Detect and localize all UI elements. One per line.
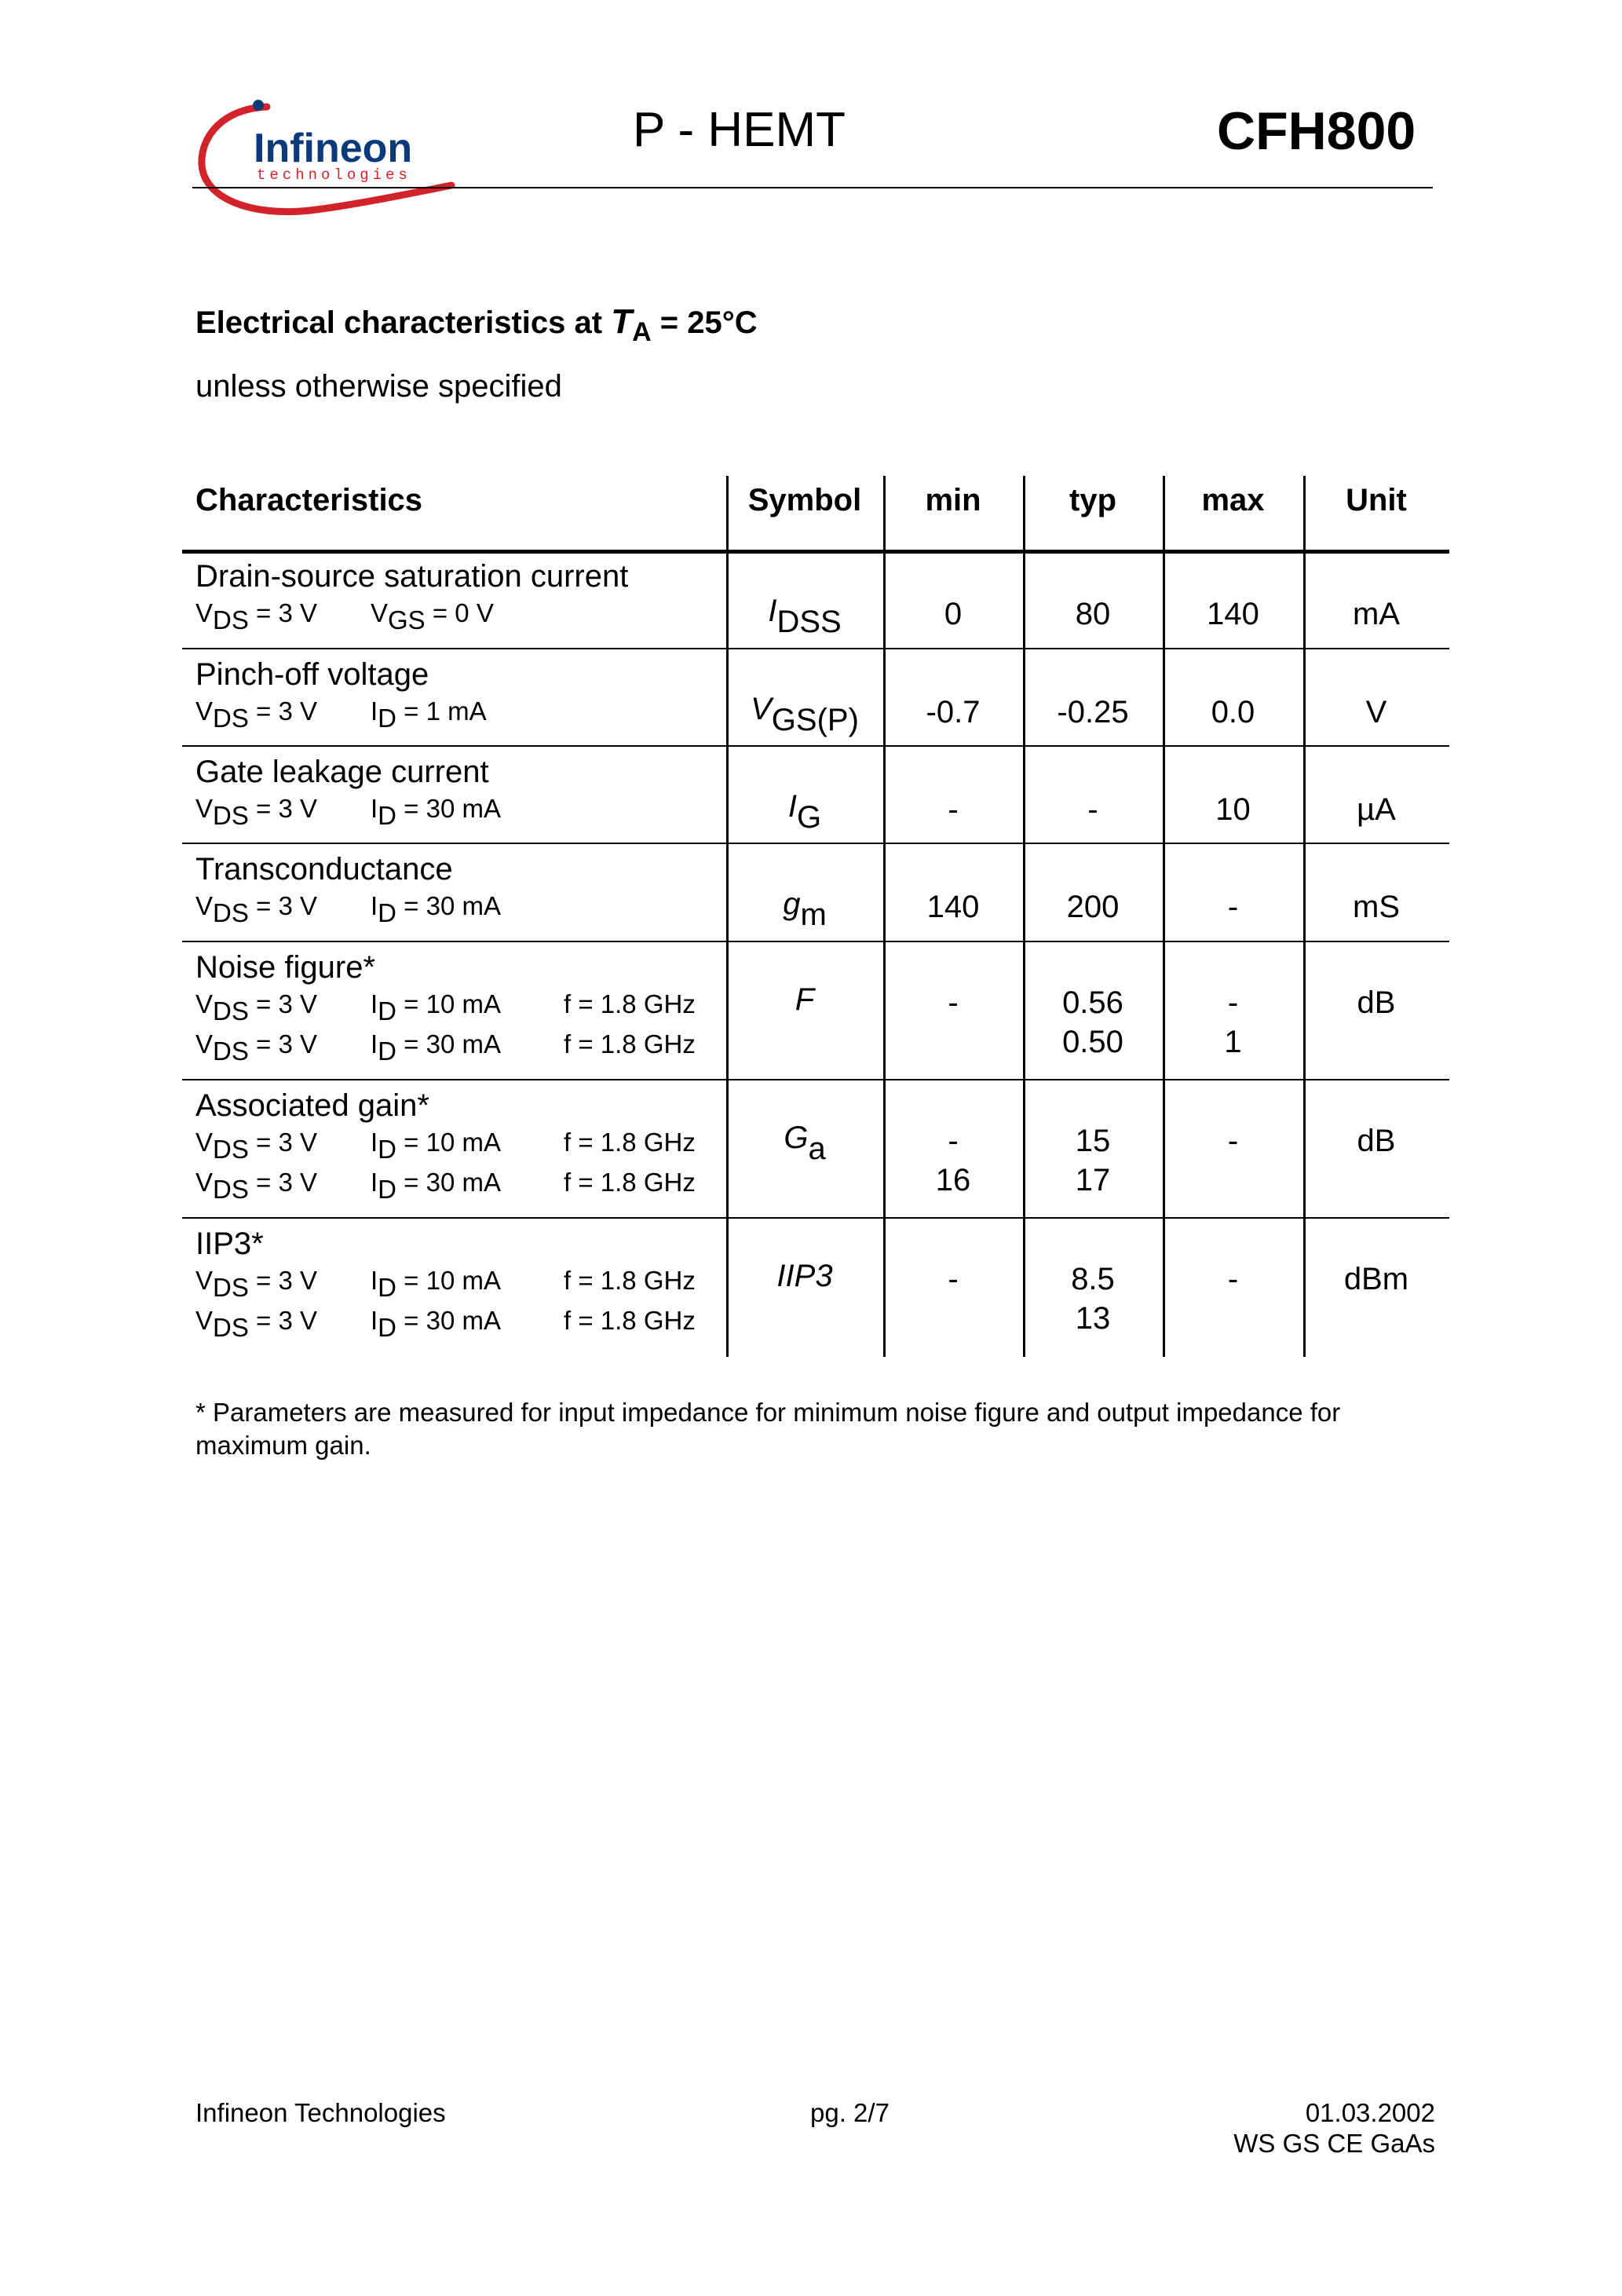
header-max: max bbox=[1201, 482, 1265, 517]
header-rule bbox=[182, 550, 1449, 554]
value-max: - bbox=[1227, 1124, 1239, 1158]
symbol: $I_G$ bbox=[787, 789, 822, 835]
section-title-suffix: = 25°C bbox=[651, 305, 758, 340]
condition-secondary: $I_D = 10$ mA bbox=[371, 1266, 501, 1302]
row-divider bbox=[182, 1079, 1449, 1080]
value-max: 140 bbox=[1207, 597, 1259, 631]
header-symbol: Symbol bbox=[747, 482, 862, 517]
row-divider bbox=[182, 648, 1449, 649]
condition-drain-voltage: $V_{DS} = 3$ V bbox=[195, 598, 317, 634]
value-min: 16 bbox=[935, 1163, 971, 1197]
row-title: Drain-source saturation current bbox=[195, 559, 629, 594]
header-unit: Unit bbox=[1346, 482, 1407, 517]
value-typ: 200 bbox=[1066, 890, 1120, 924]
part-number: CFH800 bbox=[1217, 101, 1416, 161]
row-title: Pinch-off voltage bbox=[195, 657, 429, 692]
section-title bbox=[195, 302, 758, 348]
svg-text:Infineon: Infineon bbox=[254, 126, 413, 171]
value-unit: dBm bbox=[1343, 1262, 1409, 1296]
footer-page-number: pg. 2/7 bbox=[810, 2098, 890, 2127]
value-max: - bbox=[1227, 1262, 1239, 1296]
row-title: Gate leakage current bbox=[195, 755, 489, 789]
value-min: - bbox=[948, 1124, 959, 1158]
symbol: F bbox=[795, 982, 815, 1017]
characteristics-table bbox=[182, 476, 1449, 1357]
document-type: P - HEMT bbox=[633, 103, 846, 157]
condition-drain-voltage: $V_{DS} = 3$ V bbox=[195, 1266, 317, 1302]
condition-frequency: f = 1.8 GHz bbox=[564, 1029, 696, 1058]
value-unit: V bbox=[1365, 695, 1387, 729]
section-subtitle: unless otherwise specified bbox=[195, 369, 562, 404]
symbol: IIP3 bbox=[776, 1259, 833, 1293]
condition-secondary: $I_D = 30$ mA bbox=[371, 1168, 501, 1204]
value-max: 0.0 bbox=[1211, 695, 1255, 729]
footer-date: 01.03.2002 bbox=[1305, 2098, 1435, 2127]
condition-secondary: $I_D = 10$ mA bbox=[371, 989, 501, 1026]
value-max: 1 bbox=[1224, 1025, 1242, 1059]
symbol: $g_m$ bbox=[783, 887, 827, 932]
section-title-prefix: Electrical characteristics at bbox=[195, 305, 612, 340]
footnote: * Parameters are measured for input impedance for minimum noise figure and output impedance for maximum gain. bbox=[195, 1398, 1341, 1460]
row-divider bbox=[182, 843, 1449, 844]
header-characteristics: Characteristics bbox=[195, 482, 423, 517]
row-divider bbox=[182, 941, 1449, 942]
value-min: - bbox=[948, 792, 959, 827]
symbol: $G_a$ bbox=[784, 1121, 826, 1166]
value-unit: dB bbox=[1357, 1124, 1396, 1158]
value-min: 140 bbox=[926, 890, 980, 924]
row-title: Associated gain* bbox=[195, 1088, 429, 1123]
condition-drain-voltage: $V_{DS} = 3$ V bbox=[195, 1128, 317, 1164]
symbol: $I_{DSS}$ bbox=[768, 594, 842, 639]
symbol: $V_{GS(P)}$ bbox=[751, 692, 859, 737]
value-typ: 80 bbox=[1075, 597, 1111, 631]
value-min: - bbox=[948, 985, 959, 1020]
value-typ: - bbox=[1087, 792, 1098, 827]
footer-company: Infineon Technologies bbox=[195, 2098, 446, 2127]
row-divider bbox=[182, 1217, 1449, 1219]
infineon-logo bbox=[192, 93, 459, 222]
section-title-symbol: $T_A$ bbox=[611, 302, 652, 347]
svg-text:technologies: technologies bbox=[257, 166, 411, 184]
value-max: - bbox=[1227, 890, 1239, 924]
condition-drain-voltage: $V_{DS} = 3$ V bbox=[195, 1168, 317, 1204]
value-typ: 8.5 bbox=[1071, 1262, 1115, 1296]
value-typ: 0.50 bbox=[1062, 1025, 1123, 1059]
row-title: Transconductance bbox=[195, 852, 453, 887]
header-rule bbox=[192, 187, 1433, 188]
condition-frequency: f = 1.8 GHz bbox=[564, 1168, 696, 1197]
value-min: -0.7 bbox=[926, 695, 981, 729]
value-unit: mS bbox=[1353, 890, 1400, 924]
condition-secondary: $I_D = 30$ mA bbox=[371, 1029, 501, 1066]
value-max: 10 bbox=[1215, 792, 1251, 827]
condition-secondary: $I_D = 30$ mA bbox=[371, 1306, 501, 1342]
value-typ: 17 bbox=[1075, 1163, 1111, 1197]
condition-frequency: f = 1.8 GHz bbox=[564, 1266, 696, 1295]
row-title: IIP3* bbox=[195, 1227, 264, 1261]
condition-drain-voltage: $V_{DS} = 3$ V bbox=[195, 891, 317, 927]
condition-secondary: $I_D = 10$ mA bbox=[371, 1128, 501, 1164]
value-unit: mA bbox=[1353, 597, 1400, 631]
condition-drain-voltage: $V_{DS} = 3$ V bbox=[195, 1029, 317, 1066]
condition-secondary: $I_D = 30$ mA bbox=[371, 794, 501, 830]
condition-secondary: $I_D = 1$ mA bbox=[371, 696, 487, 733]
condition-drain-voltage: $V_{DS} = 3$ V bbox=[195, 696, 317, 733]
value-unit: dB bbox=[1357, 985, 1396, 1020]
header-min: min bbox=[925, 482, 981, 517]
row-divider bbox=[182, 745, 1449, 747]
condition-drain-voltage: $V_{DS} = 3$ V bbox=[195, 989, 317, 1026]
value-min: 0 bbox=[944, 597, 963, 631]
condition-secondary: $V_{GS} = 0$ V bbox=[371, 598, 494, 634]
value-min: - bbox=[948, 1262, 959, 1296]
row-title: Noise figure* bbox=[195, 950, 376, 985]
value-typ: 13 bbox=[1075, 1301, 1111, 1336]
condition-frequency: f = 1.8 GHz bbox=[564, 989, 696, 1018]
value-typ: -0.25 bbox=[1057, 695, 1129, 729]
value-max: - bbox=[1227, 985, 1239, 1020]
condition-secondary: $I_D = 30$ mA bbox=[371, 891, 501, 927]
value-typ: 15 bbox=[1075, 1124, 1111, 1158]
condition-drain-voltage: $V_{DS} = 3$ V bbox=[195, 794, 317, 830]
footer-department: WS GS CE GaAs bbox=[1233, 2129, 1435, 2158]
condition-drain-voltage: $V_{DS} = 3$ V bbox=[195, 1306, 317, 1342]
condition-frequency: f = 1.8 GHz bbox=[564, 1306, 696, 1335]
condition-frequency: f = 1.8 GHz bbox=[564, 1128, 696, 1157]
header-typ: typ bbox=[1069, 482, 1116, 517]
value-typ: 0.56 bbox=[1062, 985, 1123, 1020]
value-unit: µA bbox=[1357, 792, 1396, 827]
